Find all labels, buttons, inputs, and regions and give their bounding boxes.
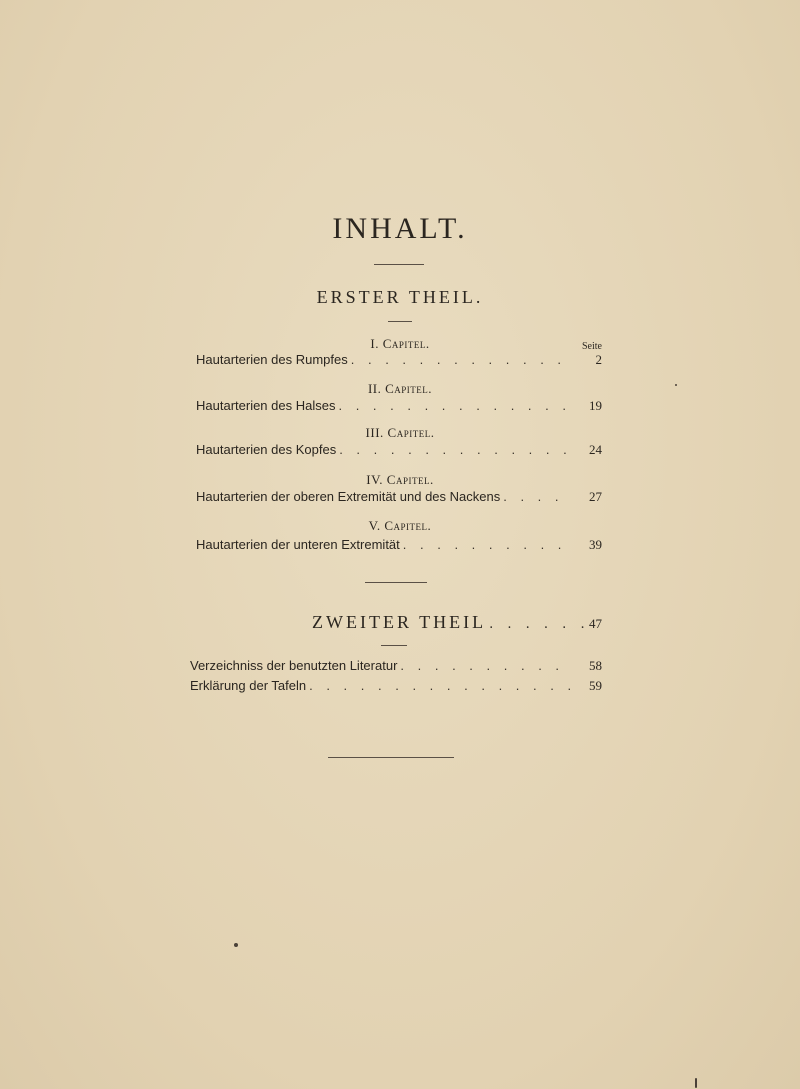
toc-page-number: 2 xyxy=(595,352,602,367)
dot-leader xyxy=(348,352,572,367)
toc-page-number: 24 xyxy=(589,442,602,457)
toc-entry-chapter-1[interactable] xyxy=(196,352,602,372)
part-separator-rule xyxy=(365,582,427,583)
toc-entry-part-two[interactable] xyxy=(312,612,602,633)
toc-page-number: 27 xyxy=(589,489,602,504)
dot-leader xyxy=(500,489,572,504)
toc-entry-plates[interactable] xyxy=(190,678,602,698)
toc-entry-title: Hautarterien der unteren Extremität xyxy=(196,537,400,552)
toc-entry-title: Hautarterien des Rumpfes xyxy=(196,352,348,367)
paper-speck xyxy=(675,384,677,386)
dot-leader xyxy=(335,398,572,413)
toc-entry-title: Hautarterien des Halses xyxy=(196,398,336,413)
toc-page-number: 19 xyxy=(589,398,602,413)
dot-leader xyxy=(336,442,572,457)
dot-leader xyxy=(486,617,589,632)
toc-entry-chapter-2[interactable] xyxy=(196,398,602,418)
part-two-title: ZWEITER THEIL xyxy=(312,612,487,632)
closing-rule xyxy=(328,757,454,758)
dot-leader xyxy=(400,537,572,552)
chapter-heading-3: III. Capitel. xyxy=(365,425,435,440)
toc-entry-title: Erklärung der Tafeln xyxy=(190,678,307,693)
title-rule xyxy=(374,264,424,265)
part-two-rule xyxy=(381,645,407,646)
toc-entry-title: Verzeichniss der benutzten Literatur xyxy=(190,658,398,673)
toc-entry-chapter-5[interactable] xyxy=(196,537,602,557)
part-one-title: ERSTER THEIL. xyxy=(316,287,484,307)
dot-leader xyxy=(397,658,572,673)
seite-label: Seite xyxy=(582,341,602,352)
toc-entry-title: Hautarterien des Kopfes xyxy=(196,442,337,457)
toc-entry-chapter-4[interactable] xyxy=(196,489,602,509)
chapter-heading-5: V. Capitel. xyxy=(368,518,432,533)
toc-page-number: 58 xyxy=(589,658,602,673)
toc-page-number: 47 xyxy=(589,616,602,631)
chapter-heading-2: II. Capitel. xyxy=(367,381,433,396)
toc-page-number: 59 xyxy=(589,678,602,693)
toc-page-number: 39 xyxy=(589,537,602,552)
paper-speck xyxy=(234,943,238,947)
dot-leader xyxy=(306,678,572,693)
toc-entry-title: Hautarterien der oberen Extremität und des Nackens xyxy=(196,489,501,504)
chapter-heading-4: IV. Capitel. xyxy=(366,472,434,487)
toc-entry-chapter-3[interactable] xyxy=(196,442,602,462)
page-title: INHALT. xyxy=(332,212,468,245)
chapter-heading-1: I. Capitel. xyxy=(370,336,430,351)
toc-entry-literature[interactable] xyxy=(190,658,602,678)
paper-speck xyxy=(695,1078,697,1088)
part-one-rule xyxy=(388,321,412,322)
